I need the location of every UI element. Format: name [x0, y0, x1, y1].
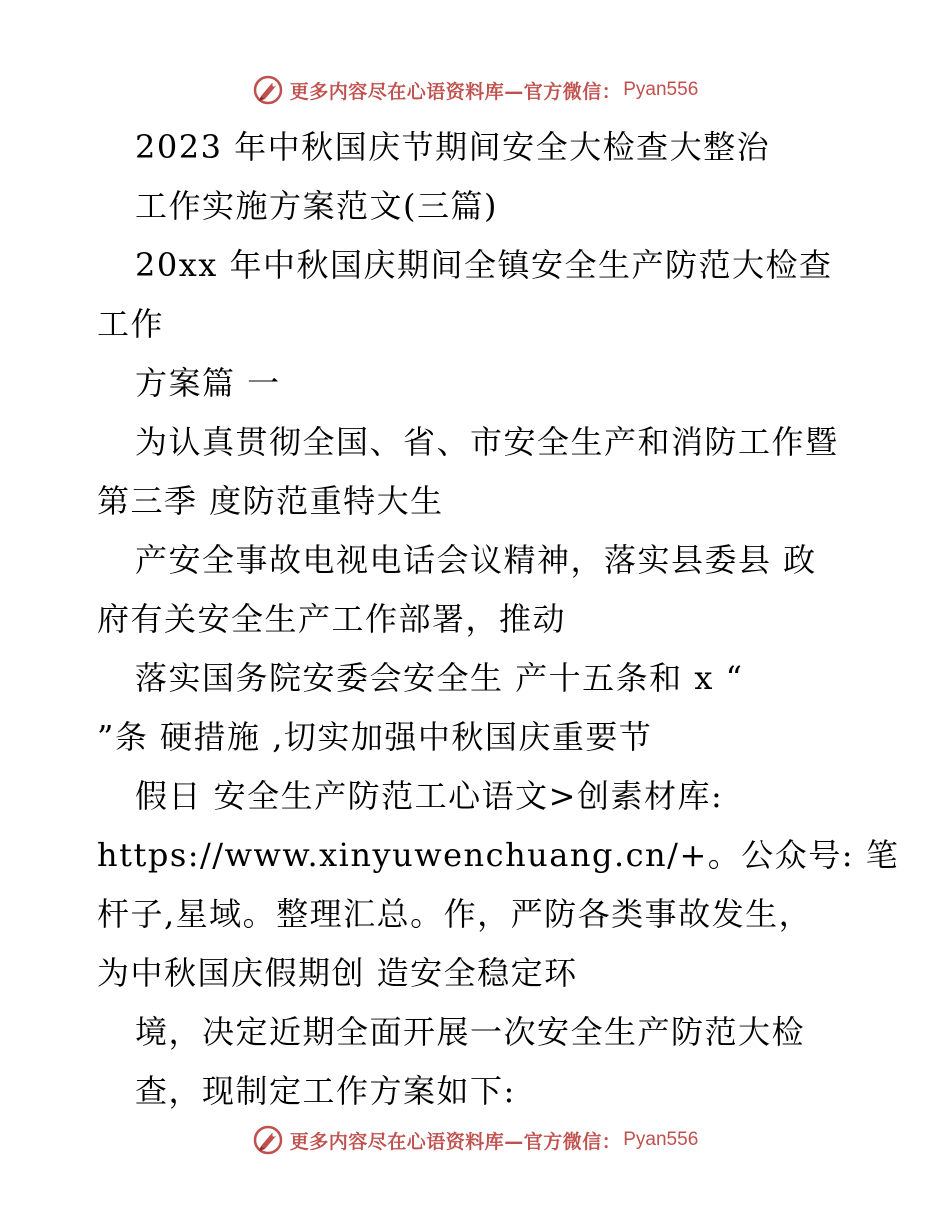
subtitle-line-2: 工作: [97, 305, 165, 343]
paragraph-line: 落实国务院安委会安全生 产十五条和 x “: [135, 659, 744, 697]
banner-text: 更多内容尽在心语资料库—官方微信：: [289, 1130, 622, 1153]
paragraph-line: 第三季 度防范重特大生: [97, 482, 444, 520]
section-heading: 方案篇 一: [135, 364, 281, 402]
paragraph-line: https://www.xinyuwenchuang.cn/+。公众号: 笔: [97, 836, 900, 874]
banner-text: 更多内容尽在心语资料库—官方微信：: [289, 80, 622, 103]
paragraph-line: 杆子,星域。整理汇总。作，严防各类事故发生，: [97, 895, 813, 933]
paragraph-line: 查，现制定工作方案如下:: [135, 1072, 516, 1110]
subtitle-line-1: 20xx 年中秋国庆期间全镇安全生产防范大检查: [135, 246, 833, 284]
paragraph-line: 产安全事故电视电话会议精神，落实县委县 政: [135, 541, 817, 579]
paragraph-line: 为认真贯彻全国、省、市安全生产和消防工作暨: [135, 423, 839, 461]
banner-wechat-handle: Pyan556: [623, 1129, 699, 1150]
paragraph-line: 境，决定近期全面开展一次安全生产防范大检: [135, 1013, 806, 1051]
banner-wechat-handle: Pyan556: [623, 79, 699, 100]
title-line-2: 工作实施方案范文(三篇): [135, 187, 498, 225]
footer-watermark-banner: [0, 1120, 950, 1160]
title-line-1: 2023 年中秋国庆节期间安全大检查大整治: [135, 128, 771, 166]
paragraph-line: ”条 硬措施 ,切实加强中秋国庆重要节: [97, 718, 653, 756]
pen-logo-icon: [252, 74, 284, 106]
paragraph-line: 假日 安全生产防范工心语文>创素材库:: [135, 777, 724, 815]
pen-logo-icon: [252, 1124, 284, 1156]
paragraph-line: 府有关安全生产工作部署，推动: [97, 600, 567, 638]
paragraph-line: 为中秋国庆假期创 造安全稳定环: [97, 954, 578, 992]
header-watermark-banner: [0, 70, 950, 110]
